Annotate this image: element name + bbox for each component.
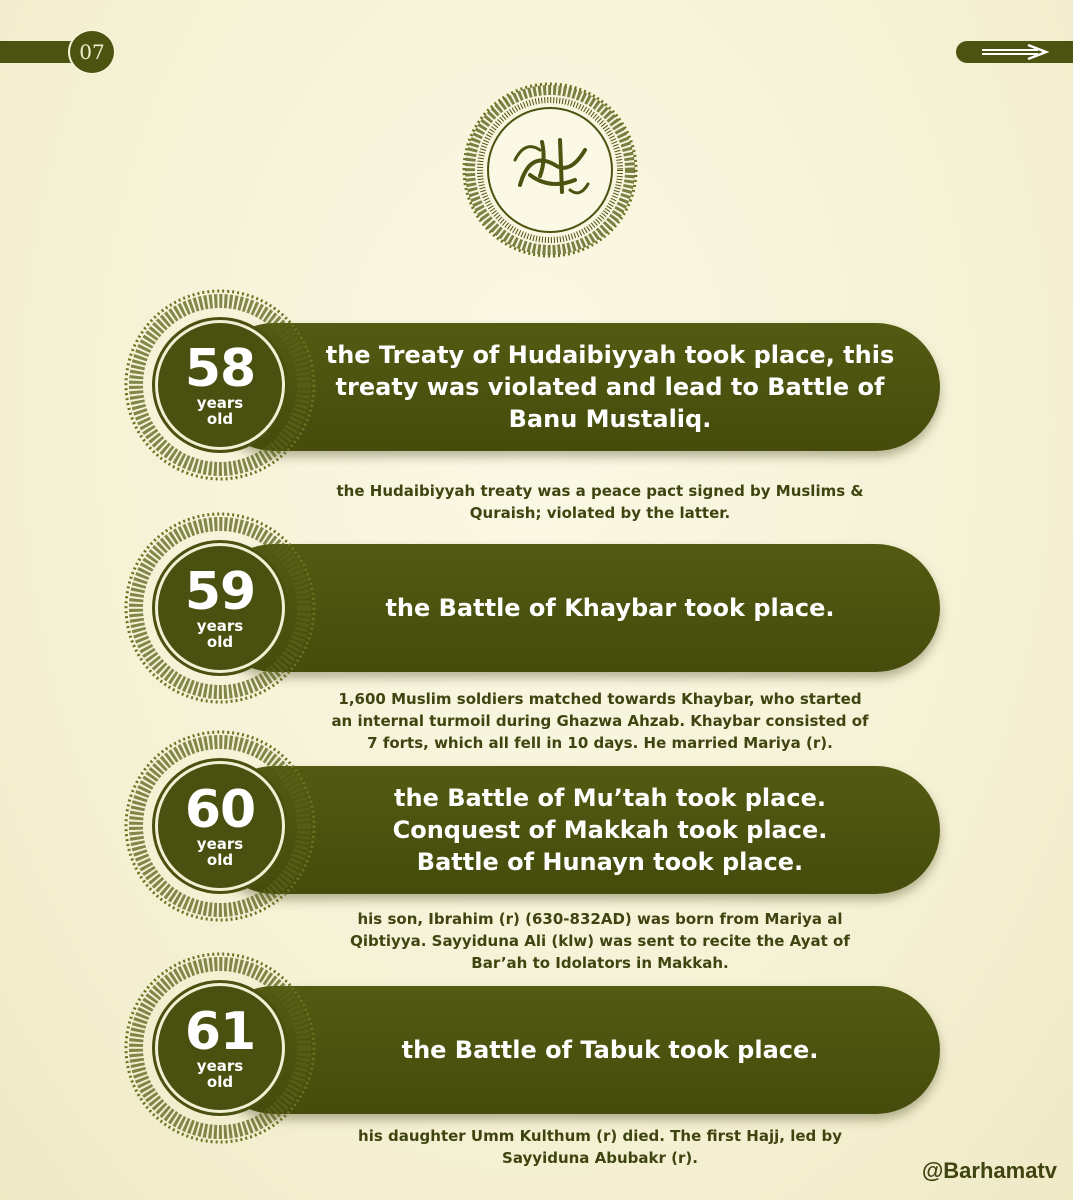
event-text: the Battle of Mu’tah took place. Conquest of Makkah took place. Battle of Hunayn took place. <box>392 784 828 876</box>
age-circle <box>155 320 285 450</box>
entry-note: his daughter Umm Kulthum (r) died. The first Hajj, led by Sayyiduna Abubakr (r). <box>358 1127 842 1167</box>
social-handle: @Barhamatv <box>921 1158 1057 1183</box>
age-badge <box>120 948 320 1148</box>
age-number: 60 <box>184 780 256 840</box>
age-badge <box>120 508 320 708</box>
calligraphy-medallion-icon <box>460 80 640 260</box>
age-number: 58 <box>184 339 256 399</box>
event-text: the Battle of Khaybar took place. <box>385 594 835 622</box>
age-badge <box>120 726 320 926</box>
age-circle <box>155 983 285 1113</box>
age-unit: years old <box>196 1057 244 1091</box>
age-number: 59 <box>184 562 256 622</box>
age-unit: years old <box>196 394 244 428</box>
arrow-right-icon <box>980 44 1050 60</box>
age-badge <box>120 285 320 485</box>
event-text: the Battle of Tabuk took place. <box>401 1036 819 1064</box>
age-circle <box>155 761 285 891</box>
page-number-badge: 07 <box>70 31 114 73</box>
next-page-button[interactable] <box>956 41 1073 63</box>
entry-note: 1,600 Muslim soldiers matched towards Khaybar, who started an internal turmoil during Ghazwa Ahzab. Khaybar consisted of 7 forts, which all fell in 10 days. He married Mariya (r). <box>331 690 869 752</box>
age-unit: years old <box>196 835 244 869</box>
entry-note: the Hudaibiyyah treaty was a peace pact signed by Muslims & Quraish; violated by the latter. <box>336 482 864 522</box>
age-circle <box>155 543 285 673</box>
entry-note: his son, Ibrahim (r) (630-832AD) was born from Mariya al Qibtiyya. Sayyiduna Ali (klw) was sent to recite the Ayat of Bar’ah to Idolators in Makkah. <box>350 910 850 972</box>
event-text: the Treaty of Hudaibiyyah took place, this treaty was violated and lead to Battle of Banu Mustaliq. <box>325 341 895 433</box>
age-number: 61 <box>184 1002 256 1062</box>
age-unit: years old <box>196 617 244 651</box>
